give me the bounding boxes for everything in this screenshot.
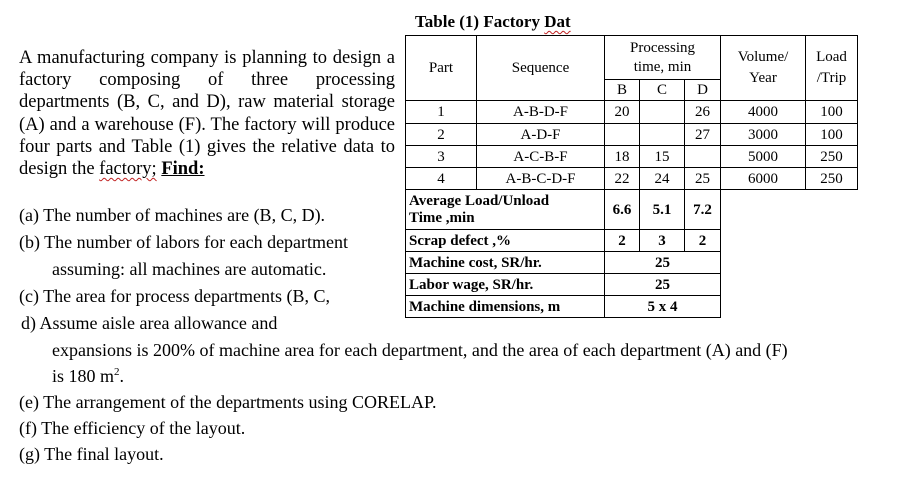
cell-time-b: 18	[605, 146, 640, 168]
cell-time-b	[605, 124, 640, 146]
cell-time-d: 25	[685, 168, 721, 190]
cell-load: 250	[806, 168, 858, 190]
cell-time-b: 20	[605, 101, 640, 124]
cell-part: 3	[406, 146, 477, 168]
labor-wage-label: Labor wage, SR/hr.	[406, 274, 605, 296]
avg-load-label-line2: Time ,min	[409, 209, 475, 226]
task-e: (e) The arrangement of the departments using CORELAP.	[19, 392, 437, 412]
factory-data-table	[405, 35, 858, 318]
task-d: d) Assume aisle area allowance and	[21, 313, 278, 333]
cell-load: 100	[806, 101, 858, 124]
find-heading: Find:	[161, 159, 205, 180]
task-d-area	[52, 366, 124, 386]
cell-time-b: 22	[605, 168, 640, 190]
avg-load-c: 5.1	[640, 190, 685, 230]
cell-sequence: A-C-B-F	[477, 146, 605, 168]
header-load-line2: /Trip	[816, 70, 847, 86]
header-volume	[721, 36, 806, 101]
scrap-d: 2	[685, 230, 721, 252]
header-dept-d: D	[685, 80, 721, 101]
table-title-tail: Dat	[544, 12, 571, 31]
header-processing-line2: time, min	[633, 58, 692, 75]
header-row	[406, 36, 858, 80]
scrap-label: Scrap defect ,%	[406, 230, 605, 252]
table-blank-load	[806, 190, 858, 318]
intro-factory-word: factory;	[99, 159, 157, 180]
cell-time-d: 26	[685, 101, 721, 124]
task-d-period: .	[119, 366, 125, 386]
scrap-b: 2	[605, 230, 640, 252]
task-b-continued: assuming: all machines are automatic.	[52, 259, 327, 279]
avg-load-label	[406, 190, 605, 230]
header-dept-c: C	[640, 80, 685, 101]
cell-load: 100	[806, 124, 858, 146]
cell-time-d: 27	[685, 124, 721, 146]
table-title	[415, 12, 571, 32]
cell-sequence: A-D-F	[477, 124, 605, 146]
intro-text: A manufacturing company is planning to design a factory composing of three processing departments (B, C, and D), raw material storage (A) and a warehouse (F). The factory will produce four parts and Table (1) gives the relative data to design the	[19, 48, 395, 180]
avg-load-label-line1: Average Load/Unload	[409, 192, 550, 209]
cell-part: 4	[406, 168, 477, 190]
dimensions-label: Machine dimensions, m	[406, 296, 605, 318]
machine-cost-value: 25	[605, 252, 721, 274]
cell-time-d	[685, 146, 721, 168]
task-d-continued: expansions is 200% of machine area for each department, and the area of each department (A) and (F)	[52, 340, 788, 360]
header-sequence: Sequence	[477, 36, 605, 101]
task-b: (b) The number of labors for each department	[19, 232, 349, 252]
cell-part: 1	[406, 101, 477, 124]
cell-time-c	[640, 101, 685, 124]
labor-wage-value: 25	[605, 274, 721, 296]
task-c: (c) The area for process departments (B, C,	[19, 286, 331, 306]
avg-load-d: 7.2	[685, 190, 721, 230]
cell-sequence: A-B-C-D-F	[477, 168, 605, 190]
header-load	[806, 36, 858, 101]
table-title-main: Table (1) Factory	[415, 12, 545, 31]
machine-cost-label: Machine cost, SR/hr.	[406, 252, 605, 274]
table-row	[406, 168, 858, 190]
intro-paragraph	[19, 47, 395, 180]
header-processing-line1: Processing	[630, 39, 695, 56]
header-load-line1: Load	[816, 49, 847, 65]
cell-time-c: 15	[640, 146, 685, 168]
cell-sequence: A-B-D-F	[477, 101, 605, 124]
cell-time-c: 24	[640, 168, 685, 190]
header-processing-time	[605, 36, 721, 80]
avg-load-b: 6.6	[605, 190, 640, 230]
scrap-c: 3	[640, 230, 685, 252]
cell-time-c	[640, 124, 685, 146]
cell-volume: 5000	[721, 146, 806, 168]
task-g: (g) The final layout.	[19, 444, 164, 464]
task-a: (a) The number of machines are (B, C, D).	[19, 205, 326, 225]
task-d-area-text: is 180 m	[52, 366, 115, 386]
cell-volume: 6000	[721, 168, 806, 190]
task-f: (f) The efficiency of the layout.	[19, 418, 246, 438]
cell-volume: 3000	[721, 124, 806, 146]
header-part: Part	[406, 36, 477, 101]
cell-load: 250	[806, 146, 858, 168]
cell-part: 2	[406, 124, 477, 146]
table-row	[406, 101, 858, 124]
table-row	[406, 146, 858, 168]
dimensions-value: 5 x 4	[605, 296, 721, 318]
header-volume-line1: Volume/	[737, 49, 789, 65]
task-d-superscript: 2	[114, 366, 120, 378]
table-blank-volume	[721, 190, 806, 318]
header-volume-line2: Year	[749, 70, 777, 86]
header-dept-b: B	[605, 80, 640, 101]
cell-volume: 4000	[721, 101, 806, 124]
table-row	[406, 124, 858, 146]
avg-load-row	[406, 190, 858, 230]
